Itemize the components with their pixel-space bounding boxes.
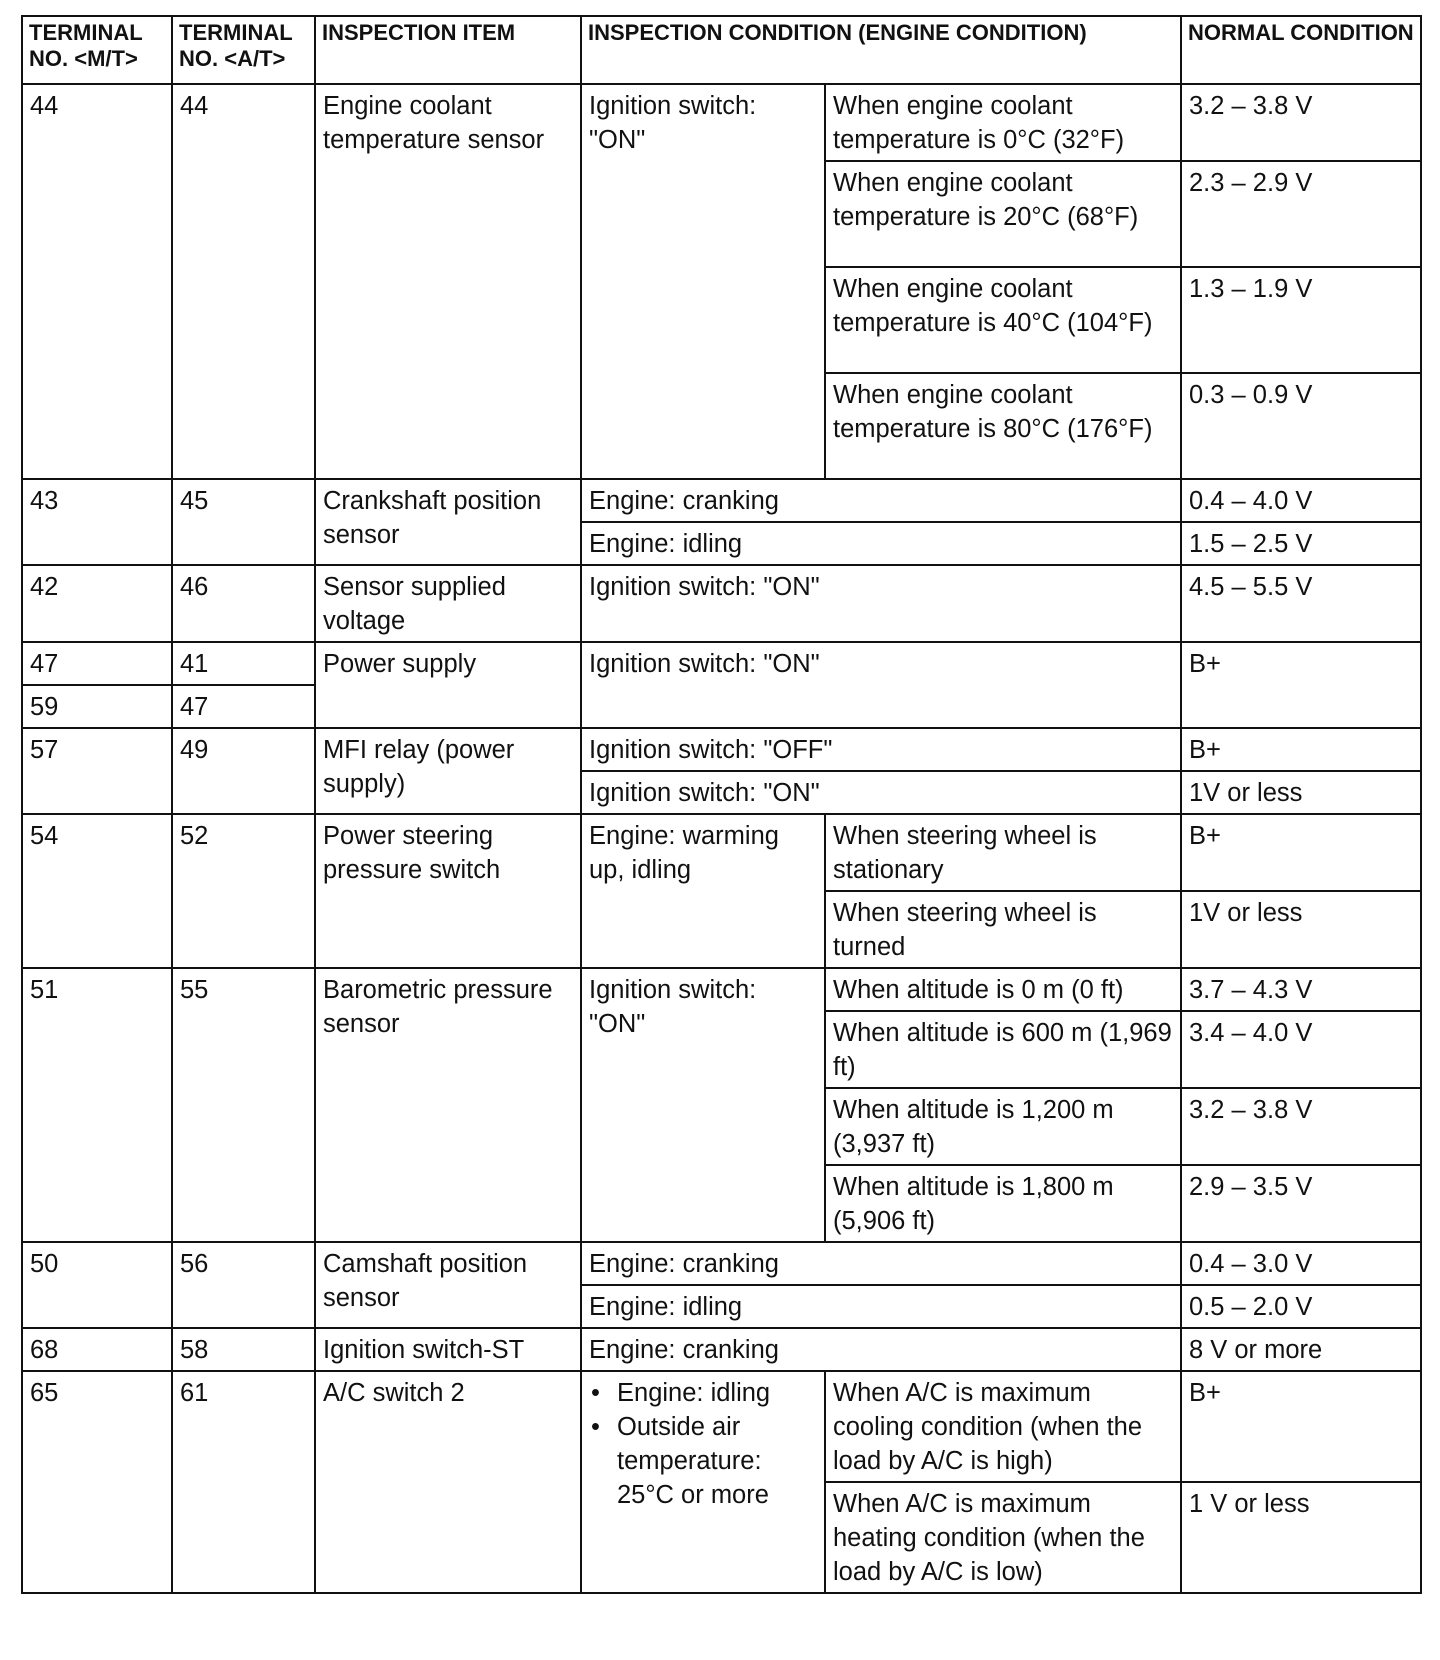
terminal-at-cell: 52 [172,814,315,968]
normal-condition-cell: B+ [1181,814,1421,891]
header-inspection-condition: INSPECTION CONDITION (ENGINE CONDITION) [581,16,1181,84]
sub-condition-cell: When engine coolant temperature is 20°C (68°F) [825,161,1181,267]
inspection-condition-cell: Ignition switch: "ON" [581,84,825,479]
sub-condition-cell: When altitude is 1,200 m (3,937 ft) [825,1088,1181,1165]
terminal-mt-cell: 65 [22,1371,172,1593]
table-row [22,968,1421,1011]
table-row [22,1328,1421,1371]
terminal-at-cell: 47 [172,685,315,728]
header-row [22,16,1421,84]
normal-condition-cell: 1V or less [1181,891,1421,968]
inspection-condition-cell: Engine: cranking [581,1328,1181,1371]
terminal-mt-cell: 50 [22,1242,172,1328]
terminal-mt-cell: 59 [22,685,172,728]
inspection-condition-cell: Engine: cranking [581,1242,1181,1285]
inspection-condition-cell: Engine: idling [581,522,1181,565]
normal-condition-cell: 1 V or less [1181,1482,1421,1593]
table-row [22,1242,1421,1285]
inspection-condition-cell: Engine: idling [581,1285,1181,1328]
terminal-at-cell: 41 [172,642,315,685]
header-inspection-item: INSPECTION ITEM [315,16,581,84]
terminal-mt-cell: 54 [22,814,172,968]
sub-condition-cell: When steering wheel is turned [825,891,1181,968]
normal-condition-cell: 0.3 – 0.9 V [1181,373,1421,479]
sub-condition-cell: When engine coolant temperature is 80°C (176°F) [825,373,1181,479]
inspection-condition-cell: Engine: warming up, idling [581,814,825,968]
table-row [22,728,1421,771]
terminal-at-cell: 45 [172,479,315,565]
normal-condition-cell: 3.4 – 4.0 V [1181,1011,1421,1088]
condition-bullet: • Engine: idling [617,1376,817,1410]
normal-condition-cell: 2.3 – 2.9 V [1181,161,1421,267]
inspection-table [21,15,1422,1594]
terminal-mt-cell: 43 [22,479,172,565]
table-row [22,565,1421,642]
normal-condition-cell: 2.9 – 3.5 V [1181,1165,1421,1242]
inspection-item-cell: Ignition switch-ST [315,1328,581,1371]
terminal-at-cell: 49 [172,728,315,814]
inspection-item-cell: Power steering pressure switch [315,814,581,968]
sub-condition-cell: When engine coolant temperature is 0°C (32°F) [825,84,1181,161]
inspection-item-cell: Engine coolant temperature sensor [315,84,581,479]
normal-condition-cell: 1.3 – 1.9 V [1181,267,1421,373]
inspection-item-cell: MFI relay (power supply) [315,728,581,814]
terminal-mt-cell: 57 [22,728,172,814]
terminal-at-cell: 56 [172,1242,315,1328]
table-row [22,479,1421,522]
normal-condition-cell: B+ [1181,642,1421,728]
terminal-mt-cell: 44 [22,84,172,479]
terminal-mt-cell: 51 [22,968,172,1242]
normal-condition-cell: 1V or less [1181,771,1421,814]
normal-condition-cell: 0.4 – 4.0 V [1181,479,1421,522]
terminal-at-cell: 61 [172,1371,315,1593]
terminal-mt-cell: 47 [22,642,172,685]
inspection-table-container [21,15,1422,1594]
normal-condition-cell: 8 V or more [1181,1328,1421,1371]
inspection-condition-cell: Engine: cranking [581,479,1181,522]
normal-condition-cell: 3.7 – 4.3 V [1181,968,1421,1011]
inspection-condition-cell: Ignition switch: "OFF" [581,728,1181,771]
table-row [22,814,1421,891]
terminal-at-cell: 58 [172,1328,315,1371]
sub-condition-cell: When steering wheel is stationary [825,814,1181,891]
header-terminal-mt: TERMINAL NO. <M/T> [22,16,172,84]
inspection-condition-cell: Ignition switch: "ON" [581,642,1181,728]
header-terminal-at: TERMINAL NO. <A/T> [172,16,315,84]
inspection-condition-cell: Ignition switch: "ON" [581,771,1181,814]
inspection-condition-cell: Ignition switch: "ON" [581,968,825,1242]
sub-condition-cell: When A/C is maximum heating condition (when the load by A/C is low) [825,1482,1181,1593]
terminal-mt-cell: 42 [22,565,172,642]
table-row [22,642,1421,685]
table-row [22,84,1421,161]
terminal-at-cell: 44 [172,84,315,479]
inspection-condition-cell: Ignition switch: "ON" [581,565,1181,642]
terminal-at-cell: 46 [172,565,315,642]
sub-condition-cell: When altitude is 1,800 m (5,906 ft) [825,1165,1181,1242]
normal-condition-cell: 3.2 – 3.8 V [1181,1088,1421,1165]
inspection-item-cell: Power supply [315,642,581,728]
normal-condition-cell: B+ [1181,1371,1421,1482]
sub-condition-cell: When engine coolant temperature is 40°C (104°F) [825,267,1181,373]
condition-bullet: • Outside air temperature: 25°C or more [617,1410,817,1512]
normal-condition-cell: B+ [1181,728,1421,771]
inspection-item-cell: A/C switch 2 [315,1371,581,1593]
normal-condition-cell: 3.2 – 3.8 V [1181,84,1421,161]
normal-condition-cell: 0.4 – 3.0 V [1181,1242,1421,1285]
sub-condition-cell: When altitude is 0 m (0 ft) [825,968,1181,1011]
sub-condition-cell: When altitude is 600 m (1,969 ft) [825,1011,1181,1088]
inspection-condition-cell [581,1371,825,1593]
header-normal-condition: NORMAL CONDITION [1181,16,1421,84]
table-row [22,1371,1421,1482]
normal-condition-cell: 1.5 – 2.5 V [1181,522,1421,565]
inspection-item-cell: Crankshaft position sensor [315,479,581,565]
inspection-item-cell: Camshaft position sensor [315,1242,581,1328]
terminal-at-cell: 55 [172,968,315,1242]
terminal-mt-cell: 68 [22,1328,172,1371]
sub-condition-cell: When A/C is maximum cooling condition (when the load by A/C is high) [825,1371,1181,1482]
normal-condition-cell: 0.5 – 2.0 V [1181,1285,1421,1328]
inspection-item-cell: Sensor supplied voltage [315,565,581,642]
condition-bullet-list [589,1376,817,1512]
inspection-item-cell: Barometric pressure sensor [315,968,581,1242]
normal-condition-cell: 4.5 – 5.5 V [1181,565,1421,642]
